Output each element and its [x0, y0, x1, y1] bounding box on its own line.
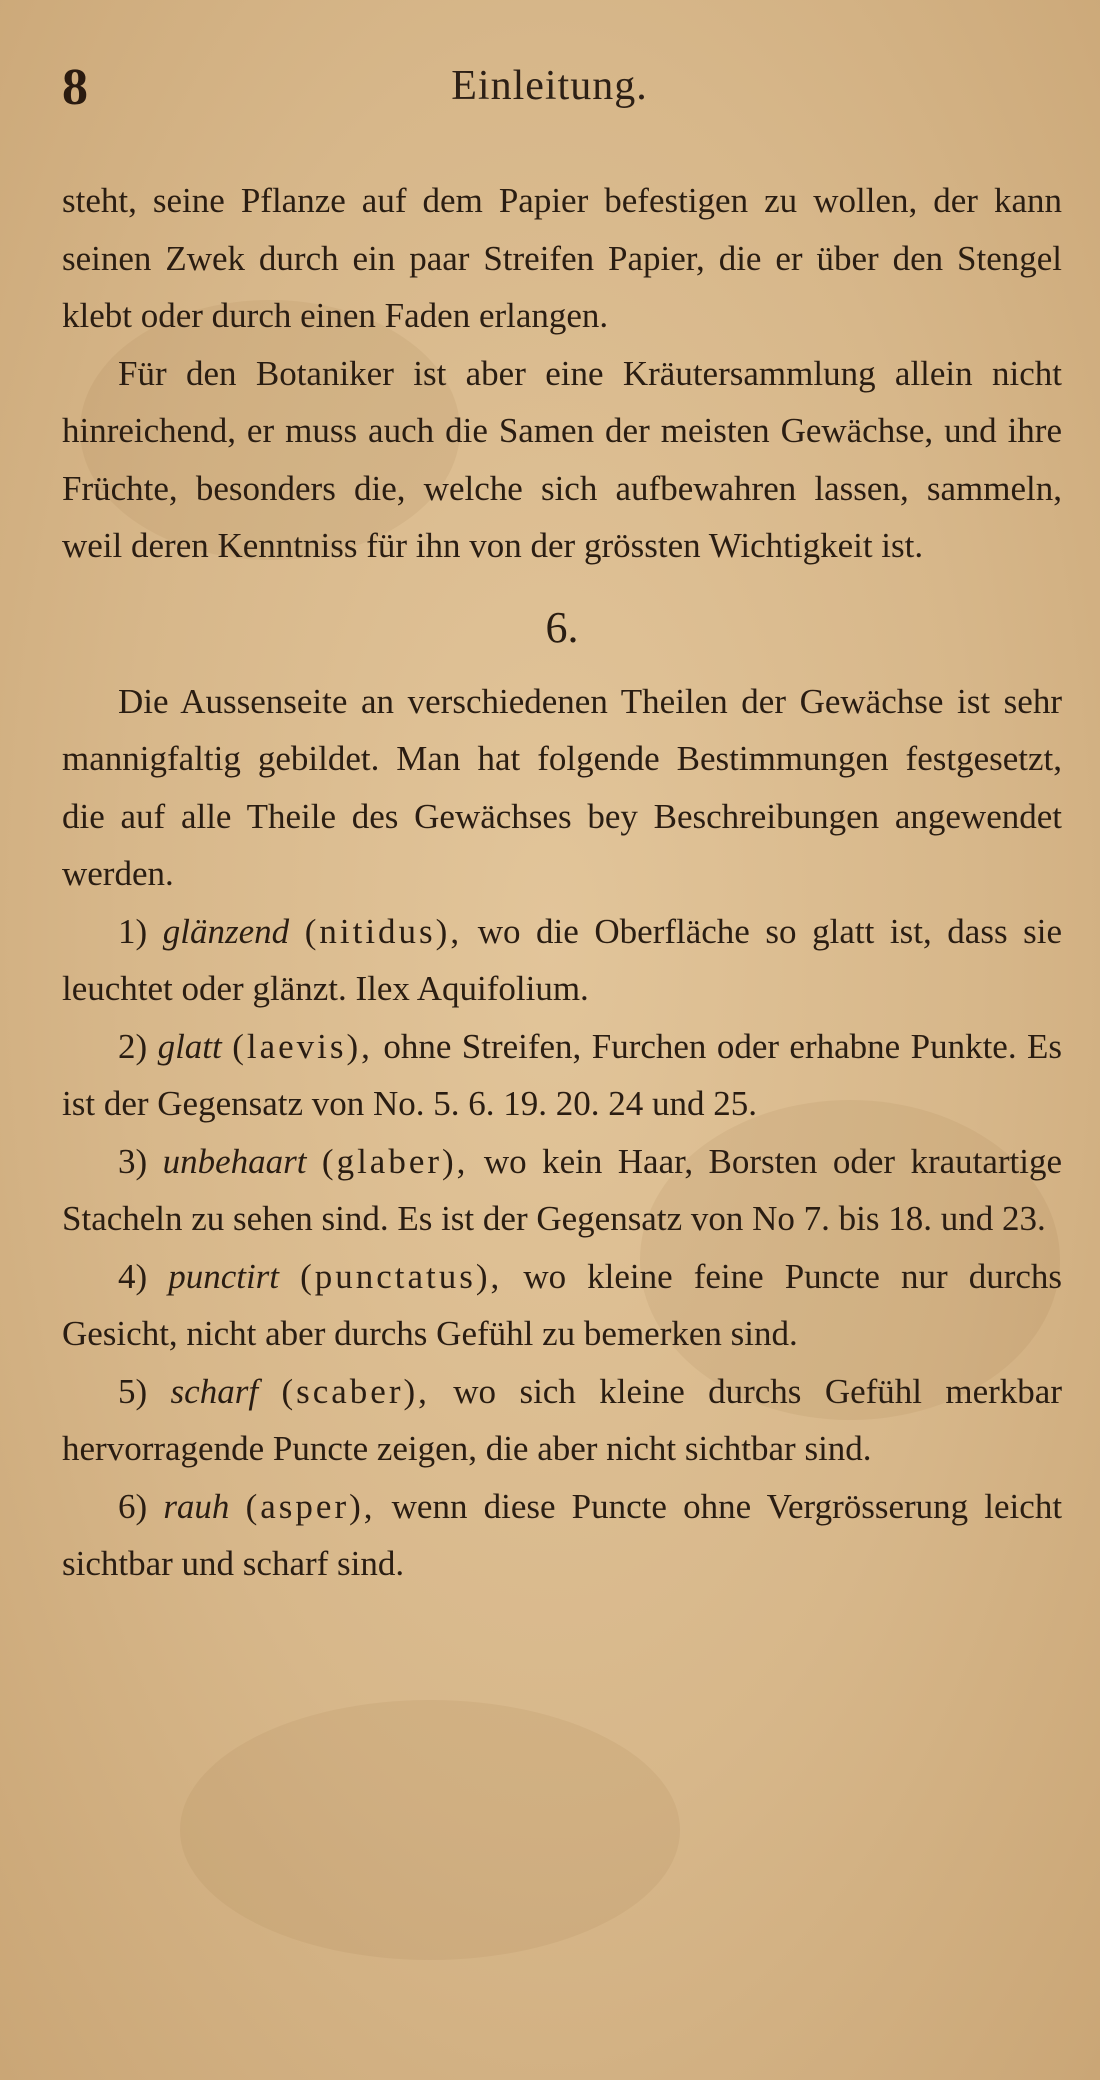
item-term: unbehaart: [162, 1141, 307, 1181]
paper-stain: [180, 1700, 680, 1960]
item-text: wo kleine feine Puncte nur durchs Gesicht, nicht aber durchs Gefühl zu bemerken sind.: [62, 1256, 1063, 1353]
paragraph-botaniker: Für den Botaniker ist aber eine Kräutersammlung allein nicht hinreichend, er muss auch die Samen der meisten Gewächse, und ihre Früchte, besonders die, welche sich aufbewahren lassen, sammeln, weil deren Kenntniss für ihn von der grössten Wichtigkeit ist.: [62, 353, 1062, 565]
item-number: 1): [118, 911, 148, 951]
page-header: [62, 58, 1037, 128]
item-latin: (punctatus),: [300, 1256, 503, 1296]
item-text: wo sich kleine durchs Gefühl merkbar hervorragende Puncte zeigen, die aber nicht sichtbar sind.: [62, 1371, 1063, 1468]
list-item: [62, 1478, 1062, 1593]
list-item: [62, 1018, 1062, 1133]
item-number: 3): [118, 1141, 148, 1181]
page-number: 8: [62, 59, 88, 116]
item-text: wo die Oberfläche so glatt ist, dass sie leuchtet oder glänzt. Ilex Aquifolium.: [62, 911, 1063, 1008]
item-number: 5): [118, 1371, 148, 1411]
item-text: ohne Streifen, Furchen oder erhabne Punkte. Es ist der Gegensatz von No. 5. 6. 19. 20. 24 und 25.: [62, 1026, 1063, 1123]
item-term: punctirt: [168, 1256, 280, 1296]
item-number: 2): [118, 1026, 148, 1066]
item-term: rauh: [163, 1486, 230, 1526]
item-term: glatt: [157, 1026, 222, 1066]
item-latin: (asper),: [245, 1486, 376, 1526]
item-term: scharf: [170, 1371, 259, 1411]
list-item: [62, 1363, 1062, 1478]
item-latin: (scaber),: [281, 1371, 430, 1411]
running-head: Einleitung.: [451, 63, 648, 109]
page-body: [62, 172, 1062, 1593]
item-latin: (nitidus),: [304, 911, 463, 951]
item-term: glänzend: [162, 911, 290, 951]
item-number: 6): [118, 1486, 148, 1526]
list-item: [62, 1133, 1062, 1248]
item-text: wo kein Haar, Borsten oder krautartige Stacheln zu sehen sind. Es ist der Gegensatz von No 7. bis 18. und 23.: [62, 1141, 1063, 1238]
section-number: 6.: [545, 602, 579, 652]
item-latin: (laevis),: [232, 1026, 373, 1066]
section-intro: Die Aussenseite an verschiedenen Theilen der Gewächse ist sehr mannigfaltig gebildet. Man hat folgende Bestimmungen festgesetzt, die auf alle Theile des Gewächses bey Beschreibungen angewendet werden.: [62, 681, 1062, 893]
item-number: 4): [118, 1256, 148, 1296]
item-text: wenn diese Puncte ohne Vergrösserung leicht sichtbar und scharf sind.: [62, 1486, 1063, 1583]
item-latin: (glaber),: [321, 1141, 469, 1181]
paragraph-continuation: steht, seine Pflanze auf dem Papier befestigen zu wollen, der kann seinen Zwek durch ein paar Streifen Papier, die er über den Stengel klebt oder durch einen Faden erlangen.: [62, 181, 1062, 335]
list-item: [62, 903, 1062, 1018]
list-item: [62, 1248, 1062, 1363]
